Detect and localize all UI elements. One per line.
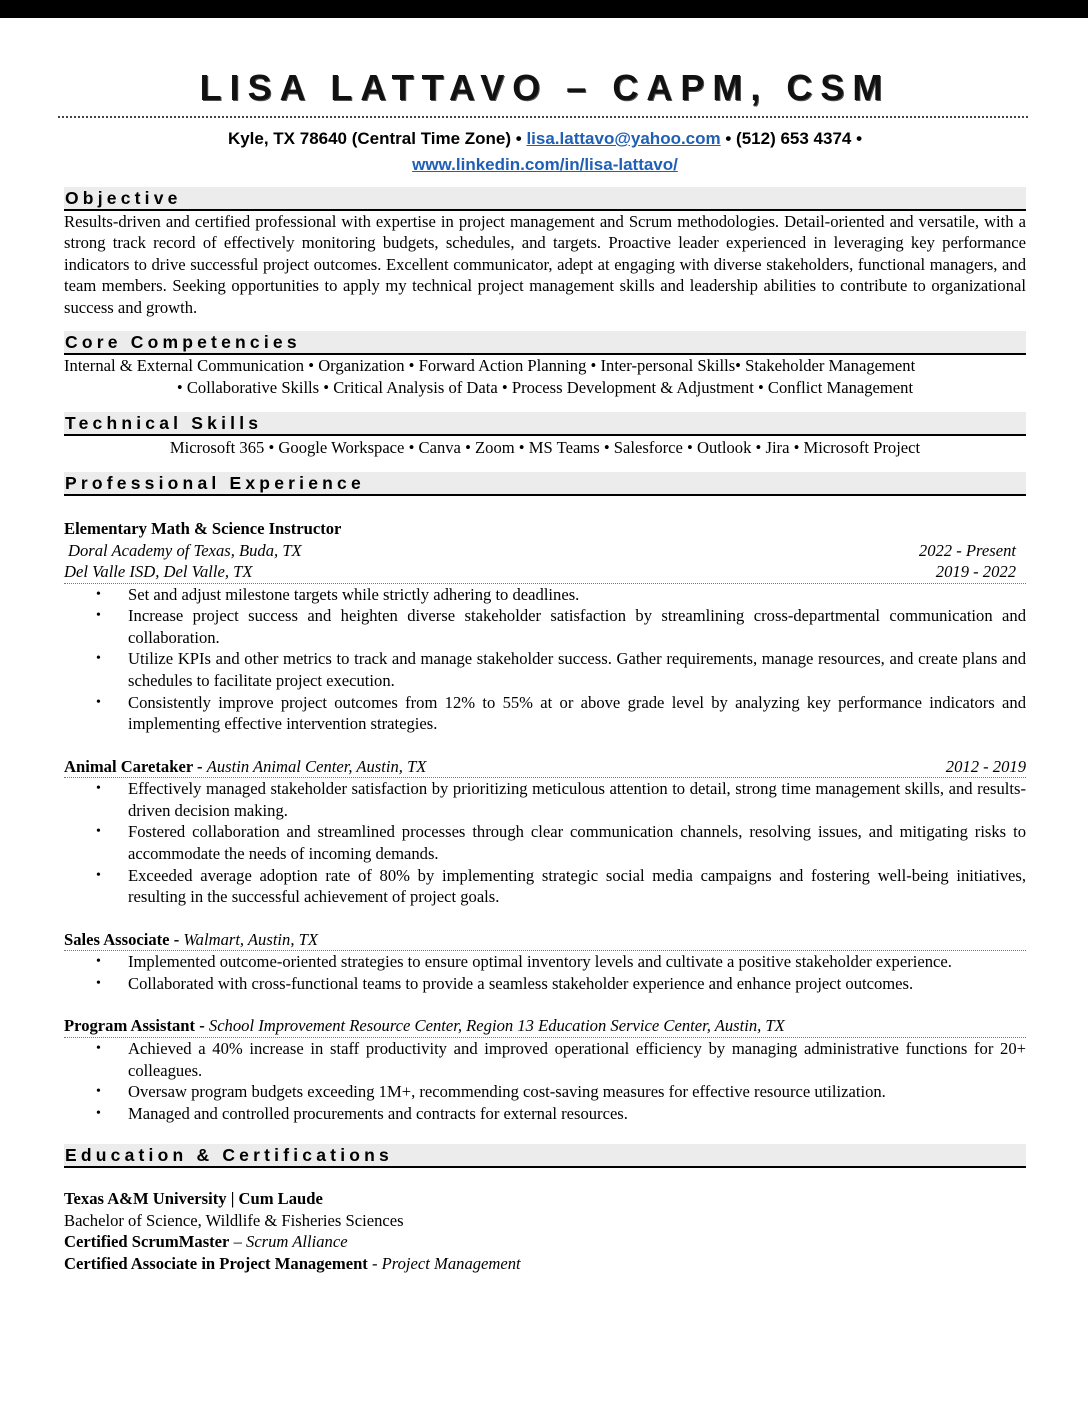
contact-location: Kyle, TX 78640 (Central Time Zone) • bbox=[227, 129, 527, 148]
bullet-glyph: • bbox=[96, 975, 101, 991]
bullet-glyph: • bbox=[96, 781, 101, 797]
certification-scrummaster: Certified ScrumMaster – Scrum Alliance bbox=[64, 1232, 348, 1252]
section-heading-objective: Objective bbox=[64, 187, 1026, 211]
bullet-glyph: • bbox=[96, 1084, 101, 1100]
bullet-item: • Effectively managed stakeholder satisfaction by prioritizing meticulous attention to detail, strong time management skills, and results-driven decision making. bbox=[96, 779, 1026, 820]
job-header-row bbox=[64, 1015, 1026, 1038]
job-org: School Improvement Resource Center, Region 13 Education Service Center, Austin, TX bbox=[208, 1016, 785, 1036]
job-org: Walmart, Austin, TX bbox=[183, 929, 318, 949]
bullet-item: • Collaborated with cross-functional teams to provide a seamless stakeholder experience and enhance project outcomes. bbox=[96, 973, 914, 993]
job-org-row bbox=[64, 561, 1026, 584]
bullet-glyph: • bbox=[96, 608, 101, 624]
bullet-glyph: • bbox=[96, 1105, 101, 1121]
bullet-item: • Utilize KPIs and other metrics to track and manage stakeholder success. Gather requirements, manage resources, and create plans and schedules to facilitate project execution. bbox=[96, 649, 1026, 690]
candidate-name: LISA LATTAVO – CAPM, CSM bbox=[199, 67, 891, 108]
job-org: Del Valle ISD, Del Valle, TX bbox=[64, 562, 253, 582]
job-dates: 2012 - 2019 bbox=[945, 756, 1026, 776]
objective-text: Results-driven and certified professional with expertise in project management and Scrum methodologies. Detail-oriented and versatile, with a strong track record of effectively monitoring budgets, schedules, and targets. Proactive leader experienced in leveraging key performance indicators to drive successful project outcomes. Excellent communicator, adept at engaging with diverse stakeholders, functional managers, and team members. Seeking opportunities to apply my technical project management skills and leadership abilities to contribute to organizational success and growth. bbox=[64, 212, 1026, 317]
job-org-row bbox=[64, 540, 1026, 562]
bullet-item: • Consistently improve project outcomes from 12% to 55% at or above grade level by analyzing key performance indicators and implementing effective intervention strategies. bbox=[96, 692, 1026, 734]
bullet-item: • Implemented outcome-oriented strategies to ensure optimal inventory levels and cultivate a positive stakeholder experience. bbox=[96, 952, 952, 972]
job-entry-instructor bbox=[64, 518, 1026, 735]
job-org: Doral Academy of Texas, Buda, TX bbox=[68, 540, 302, 560]
bullet-item: • Fostered collaboration and streamlined processes through clear communication channels, resolving issues, and mitigating risks to accommodate the needs of incoming demands. bbox=[96, 822, 1026, 863]
technical-skills-line: Microsoft 365 • Google Workspace • Canva • Zoom • MS Teams • Salesforce • Outlook • Jira • Microsoft Project bbox=[169, 438, 921, 458]
bullet-item: • Increase project success and heighten diverse stakeholder satisfaction by streamlining cross-departmental communication and collaboration. bbox=[96, 606, 1026, 647]
bullet-item: • Oversaw program budgets exceeding 1M+, recommending cost-saving measures for effective resource utilization. bbox=[96, 1082, 886, 1102]
resume-page bbox=[64, 62, 1026, 1274]
job-title: Program Assistant - bbox=[64, 1016, 209, 1036]
job-title: Animal Caretaker - bbox=[64, 756, 207, 776]
job-bullets bbox=[64, 951, 1026, 994]
top-black-bar bbox=[0, 0, 1088, 18]
section-heading-competencies: Core Competencies bbox=[64, 331, 1026, 355]
job-entry-sales-associate bbox=[64, 929, 1026, 995]
education-degree: Bachelor of Science, Wildlife & Fisheries Sciences bbox=[64, 1210, 404, 1230]
section-heading-experience: Professional Experience bbox=[64, 472, 1026, 496]
job-entry-program-assistant bbox=[64, 1015, 1026, 1124]
job-header-row bbox=[64, 756, 1026, 779]
job-title: Elementary Math & Science Instructor bbox=[64, 519, 342, 539]
job-dates: 2019 - 2022 bbox=[935, 562, 1016, 582]
bullet-glyph: • bbox=[96, 954, 101, 970]
email-link[interactable]: lisa.lattavo@yahoo.com bbox=[526, 129, 721, 148]
bullet-item: • Achieved a 40% increase in staff productivity and improved operational efficiency by managing administrative functions for 20+ colleagues. bbox=[96, 1038, 1026, 1080]
job-bullets bbox=[64, 778, 1026, 908]
bullet-glyph: • bbox=[96, 824, 101, 840]
header-divider bbox=[58, 116, 1028, 118]
section-heading-education: Education & Certifications bbox=[64, 1144, 1026, 1168]
bullet-glyph: • bbox=[96, 867, 101, 883]
job-dates: 2022 - Present bbox=[918, 540, 1016, 560]
bullet-glyph: • bbox=[96, 1040, 101, 1056]
job-header-row bbox=[64, 929, 1026, 952]
bullet-item: • Set and adjust milestone targets while strictly adhering to deadlines. bbox=[96, 584, 580, 604]
job-entry-animal-caretaker bbox=[64, 756, 1026, 908]
competencies-line-1: Internal & External Communication • Organization • Forward Action Planning • Inter-personal Skills• Stakeholder Management bbox=[64, 356, 916, 376]
job-org: Austin Animal Center, Austin, TX bbox=[206, 756, 427, 776]
job-bullets bbox=[64, 584, 1026, 735]
certification-capm: Certified Associate in Project Management - Project Management bbox=[64, 1253, 521, 1273]
section-heading-technical: Technical Skills bbox=[64, 412, 1026, 436]
bullet-item: • Managed and controlled procurements and contracts for external resources. bbox=[96, 1103, 628, 1123]
contact-phone: • (512) 653 4374 • bbox=[720, 129, 863, 148]
job-bullets bbox=[64, 1038, 1026, 1124]
contact-info bbox=[64, 126, 1026, 178]
education-school: Texas A&M University | Cum Laude bbox=[64, 1189, 323, 1209]
bullet-item: • Exceeded average adoption rate of 80% by implementing strategic social media campaigns and fostering well-being initiatives, resulting in the successful achievement of project goals. bbox=[96, 865, 1026, 907]
bullet-glyph: • bbox=[96, 586, 101, 602]
job-title: Sales Associate - bbox=[64, 929, 184, 949]
linkedin-link[interactable]: www.linkedin.com/in/lisa-lattavo/ bbox=[412, 155, 678, 174]
education-block bbox=[64, 1188, 1026, 1274]
competencies-line-2: • Collaborative Skills • Critical Analysis of Data • Process Development & Adjustment • Conflict Management bbox=[176, 378, 914, 398]
bullet-glyph: • bbox=[96, 651, 101, 667]
bullet-glyph: • bbox=[96, 694, 101, 710]
